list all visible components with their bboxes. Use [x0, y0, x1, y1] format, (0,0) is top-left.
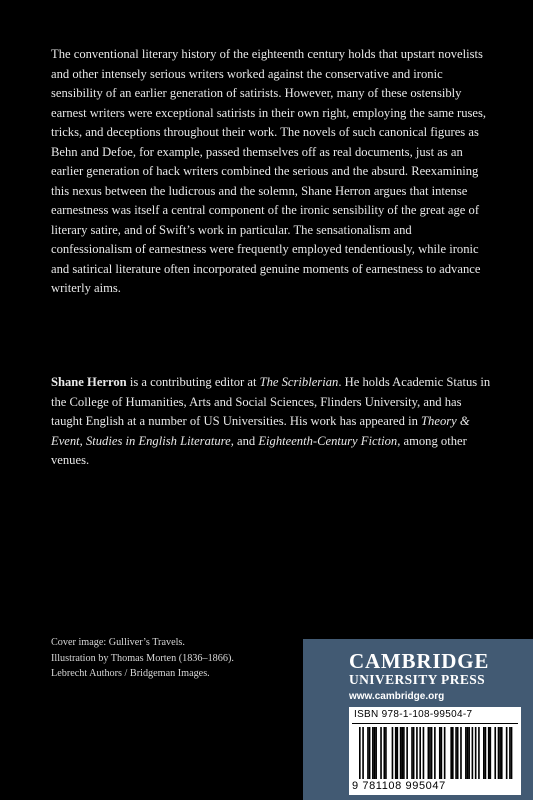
publication-title-2: Studies in English Literature: [85, 433, 231, 448]
barcode-bar: [483, 727, 485, 779]
barcode-bar: [509, 727, 511, 779]
barcode-bar: [444, 727, 446, 779]
barcode-bar: [395, 727, 397, 779]
barcode-bar: [488, 727, 490, 779]
barcode-bar: [439, 727, 441, 779]
barcode-bar: [460, 727, 462, 779]
barcode-bar: [468, 727, 470, 779]
barcode-bar: [423, 727, 425, 779]
barcode-bar: [478, 727, 480, 779]
blurb-paragraph: The conventional literary history of the eighteenth century holds that upstart novelists and other intensely serious writers worked against the conservative and ironic sensibility of an earlier generation of satirists. However, many of these ostensibly earnest writers were exceptional satirists in their own right, employing the same ruses, tricks, and deceptions throughout their work. The novels of such canonical figures as Behn and Defoe, for example, passed themselves off as real documents, just as an earlier generation of hack writers combined the serious and the absurd. Reexamining this nexus between the ludicrous and the solemn, Shane Herron argues that intense earnestness was itself a central component of the ironic sensibility of the great age of literary satire, and of Swift’s work in particular. The sensationalism and confessionalism of earnestness were frequently employed tendentiously, while ironic and satirical literature often incorporated genuine moments of earnestness to advance writerly aims.: [51, 47, 487, 295]
barcode-bar: [434, 727, 436, 779]
barcode-bar: [499, 727, 501, 779]
isbn-text: ISBN 978-1-108-99504-7: [354, 709, 473, 720]
barcode-bar: [359, 727, 361, 779]
credit-line-1: Cover image: Gulliver’s Travels.: [51, 637, 185, 648]
credit-line-3: Lebrecht Authors / Bridgeman Images.: [51, 668, 210, 679]
barcode-bar: [467, 727, 469, 779]
bio-separator: ,: [79, 433, 86, 448]
barcode-bar: [450, 727, 452, 779]
barcode-bars: [359, 727, 514, 779]
barcode-bar: [472, 727, 474, 779]
publisher-logo-name: CAMBRIDGE: [349, 649, 490, 673]
barcode-bar: [429, 727, 431, 779]
publication-title-3: Eighteenth-Century Fiction: [258, 433, 398, 448]
blurb-text: [51, 45, 491, 299]
barcode-bar: [490, 727, 492, 779]
barcode-bar: [494, 727, 496, 779]
barcode-bar: [465, 727, 467, 779]
cover-credits: [51, 635, 281, 682]
barcode-bar: [367, 727, 369, 779]
barcode-bar: [498, 727, 500, 779]
publication-title-1: Theory & Event: [51, 414, 470, 448]
barcode-bar: [392, 727, 394, 779]
barcode-bar: [441, 727, 443, 779]
bio-text-1: is a contributing editor at: [126, 375, 260, 389]
isbn-divider: [352, 723, 518, 724]
barcode-bar: [419, 727, 421, 779]
barcode-bar: [411, 727, 413, 779]
barcode-digits: 9 781108 995047: [352, 780, 446, 792]
barcode-label: [349, 707, 521, 795]
barcode-bar: [374, 727, 376, 779]
barcode-bar: [375, 727, 377, 779]
barcode-bar: [501, 727, 503, 779]
bio-paragraph: [51, 373, 491, 471]
credit-line-2: Illustration by Thomas Morten (1836–1866).: [51, 652, 234, 664]
barcode-bar: [475, 727, 477, 779]
publisher-url: www.cambridge.org: [349, 691, 445, 702]
barcode-bar: [455, 727, 457, 779]
barcode-bar: [511, 727, 513, 779]
publisher-logo-subname: UNIVERSITY PRESS: [349, 672, 486, 687]
barcode-bar: [413, 727, 415, 779]
barcode-bar: [362, 727, 364, 779]
barcode-bar: [431, 727, 433, 779]
barcode-bar: [406, 727, 408, 779]
bio-text-2: . He holds Academic Status in the College of Humanities, Arts and Social Sciences, Flinders University, and has taught English at a number of US Universities. His work has appeared in: [51, 375, 491, 428]
barcode-bar: [380, 727, 382, 779]
barcode-bar: [372, 727, 374, 779]
barcode-bar: [401, 727, 403, 779]
journal-title: The Scriblerian: [259, 375, 339, 389]
barcode-bar: [452, 727, 454, 779]
bio-text-3: , and: [230, 433, 259, 448]
publisher-panel: [303, 639, 533, 800]
author-bio: [51, 373, 491, 471]
barcode-bar: [400, 727, 402, 779]
barcode-bar: [416, 727, 418, 779]
barcode-bar: [403, 727, 405, 779]
barcode-bar: [383, 727, 385, 779]
barcode-bar: [397, 727, 399, 779]
author-name: Shane Herron: [51, 375, 127, 389]
barcode-bar: [369, 727, 371, 779]
barcode-bar: [385, 727, 387, 779]
barcode-bar: [457, 727, 459, 779]
bio-text-4: , among other venues.: [51, 433, 467, 467]
barcode-bar: [428, 727, 430, 779]
barcode-bar: [506, 727, 508, 779]
barcode-bar: [485, 727, 487, 779]
